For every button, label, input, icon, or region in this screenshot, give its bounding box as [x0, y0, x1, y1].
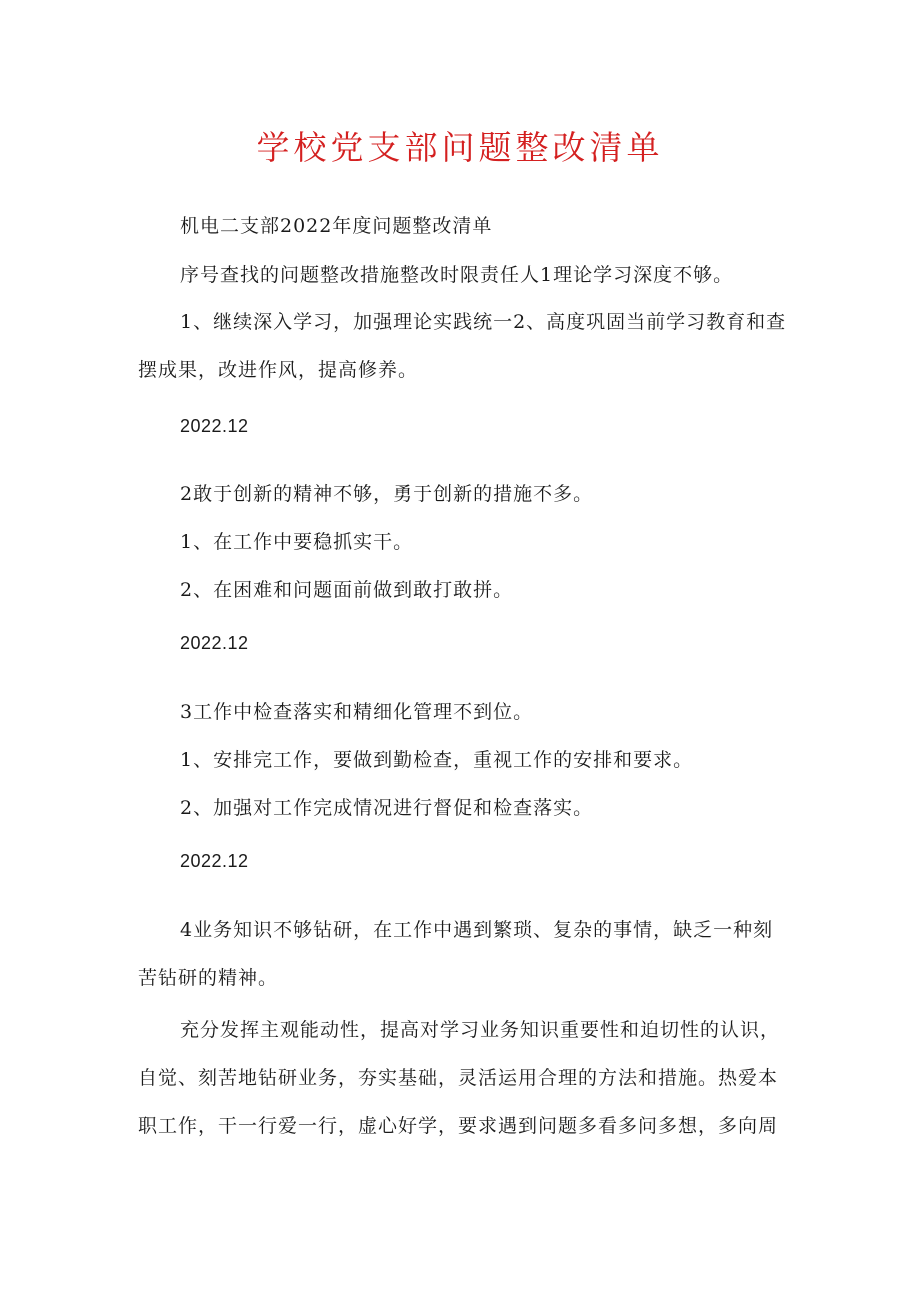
deadline-date-2: 2022.12 [180, 633, 249, 653]
paragraph-item-2-measure-2: 2、在困难和问题面前做到敢打敢拼。 [180, 579, 514, 601]
deadline-date-1: 2022.12 [180, 416, 249, 436]
paragraph-item-1-measures: 1、继续深入学习，加强理论实践统一2、高度巩固当前学习教育和查摆成果，改进作风，提高修养。 [138, 311, 787, 381]
paragraph-item-3-measure-2: 2、加强对工作完成情况进行督促和检查落实。 [180, 797, 594, 819]
paragraph-item-2-problem: 2敢于创新的精神不够，勇于创新的措施不多。 [180, 483, 594, 505]
paragraph-item-1-problem: 序号查找的问题整改措施整改时限责任人1理论学习深度不够。 [180, 264, 734, 286]
paragraph-item-4-measures: 充分发挥主观能动性，提高对学习业务知识重要性和迫切性的认识，自觉、刻苦地钻研业务，夯实基础，灵活运用合理的方法和措施。热爱本职工作，干一行爱一行，虚心好学，要求遇到问题多看多问多想，多向周 [138, 1019, 781, 1137]
paragraph-branch-list-title: 机电二支部2022年度问题整改清单 [180, 215, 493, 237]
page-title: 学校党支部问题整改清单 [256, 128, 664, 167]
paragraph-item-3-measure-1: 1、安排完工作，要做到勤检查，重视工作的安排和要求。 [180, 749, 694, 771]
paragraph-item-3-problem: 3工作中检查落实和精细化管理不到位。 [180, 701, 534, 723]
deadline-date-3: 2022.12 [180, 851, 249, 871]
paragraph-item-4-problem: 4业务知识不够钻研，在工作中遇到繁琐、复杂的事情，缺乏一种刻苦钻研的精神。 [138, 919, 774, 989]
paragraph-item-2-measure-1: 1、在工作中要稳抓实干。 [180, 531, 414, 553]
